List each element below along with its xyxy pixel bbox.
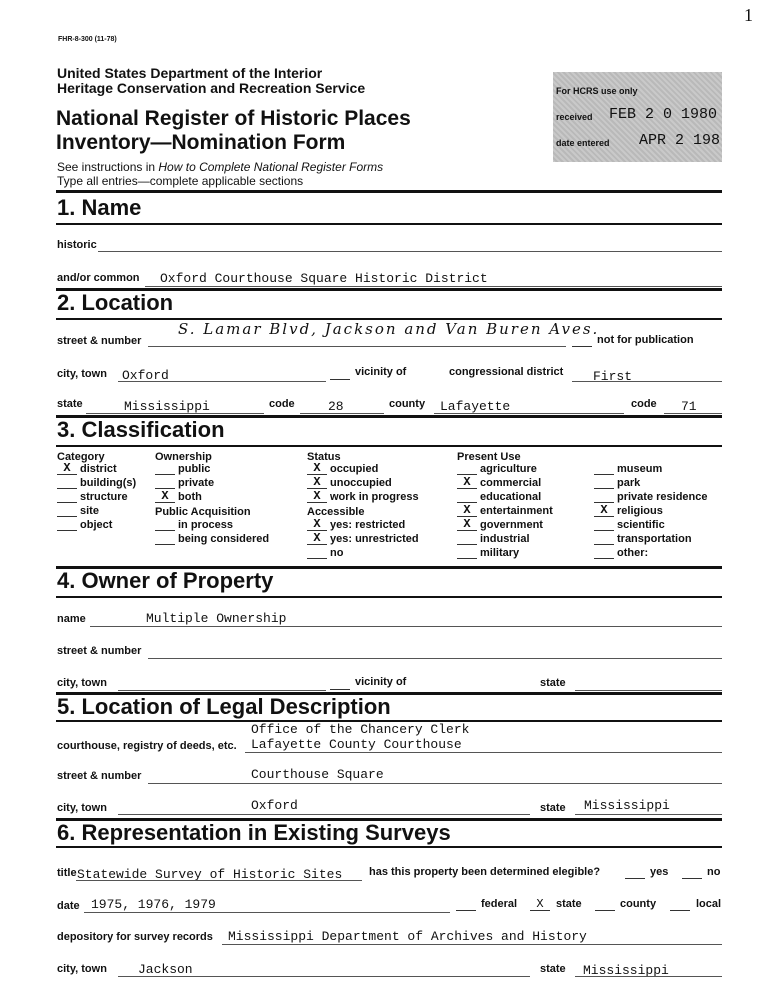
city-field-line[interactable] [118,381,326,382]
section-3-heading: 3. Classification [57,417,225,442]
owner-vicinity-label: vicinity of [355,676,407,688]
category-option[interactable]: X district [57,463,136,477]
section-2-heading: 2. Location [57,290,174,315]
not-for-publication-checkbox[interactable] [572,336,592,347]
status-option[interactable]: X work in progress [307,491,419,505]
owner-state-line[interactable] [575,690,722,691]
courthouse-label: courthouse, registry of deeds, etc. [57,740,237,752]
city-label: city, town [57,368,107,380]
owner-name-line[interactable] [90,626,722,627]
legal-state-value: Mississippi [584,798,670,813]
not-for-publication-label: not for publication [597,334,694,346]
owner-vicinity-checkbox[interactable] [330,679,350,690]
ownership-header: Ownership [155,451,212,463]
state-label: state [57,398,83,410]
legal-city-label: city, town [57,802,107,814]
category-option[interactable]: object [57,519,136,533]
vicinity-label: vicinity of [355,366,407,378]
owner-city-label: city, town [57,677,107,689]
instructions-line-1: See instructions in How to Complete National Register Forms [57,160,384,174]
present-use-option[interactable]: private residence [594,491,708,505]
state-survey-checkbox[interactable]: X [530,900,550,911]
depository-label: depository for survey records [57,931,213,943]
present-use-option[interactable]: agriculture [457,463,553,477]
historic-label: historic [57,239,97,251]
section-rule [56,596,722,598]
common-name-label: and/or common [57,272,140,284]
stamp-header: For HCRS use only [556,86,638,96]
depository-city-label: city, town [57,963,107,975]
state-value: Mississippi [124,399,210,414]
present-use-header: Present Use [457,451,521,463]
stamp-received-date: FEB 2 0 1980 [609,106,718,123]
present-use-option[interactable]: X government [457,519,553,533]
status-header: Status [307,451,341,463]
depository-state-label: state [540,963,566,975]
stamp-entered-date: APR 2 198 [639,132,721,149]
owner-state-label: state [540,677,566,689]
depository-state-value: Mississippi [583,963,669,978]
owner-name-value: Multiple Ownership [146,611,287,626]
section-rule [56,223,722,225]
category-header: Category [57,451,105,463]
eligible-no-label: no [707,866,721,878]
state-field-line[interactable] [86,413,264,414]
section-5-heading: 5. Location of Legal Description [57,694,391,719]
city-value: Oxford [122,368,169,383]
owner-street-label: street & number [57,645,142,657]
present-use-option[interactable]: scientific [594,519,708,533]
present-use-list-1 [457,463,553,561]
present-use-option[interactable]: X commercial [457,477,553,491]
acquisition-option[interactable]: in process [155,519,269,533]
section-1-heading: 1. Name [57,195,142,220]
legal-state-line[interactable] [575,814,722,815]
stamp-received-label: received [556,112,593,122]
code-value: 28 [328,399,344,414]
county-value: Lafayette [440,399,511,414]
legal-street-line[interactable] [148,783,722,784]
form-title-line-1: National Register of Historic Places [56,107,411,130]
present-use-option[interactable]: industrial [457,533,553,547]
status-option[interactable]: X unoccupied [307,477,419,491]
street-label: street & number [57,335,142,347]
accessible-list [307,519,419,561]
legal-street-label: street & number [57,770,142,782]
form-title-line-2: Inventory—Nomination Form [56,131,346,154]
survey-date-value: 1975, 1976, 1979 [91,897,216,912]
category-option[interactable]: structure [57,491,136,505]
county-field-line[interactable] [434,413,624,414]
local-survey-label: local [696,898,722,910]
depository-state-line[interactable] [575,976,722,977]
local-survey-checkbox[interactable] [670,900,690,911]
state-survey-label: state [556,898,582,910]
survey-date-line[interactable] [84,912,450,913]
present-use-option[interactable]: other: [594,547,708,561]
code2-field-line[interactable] [664,413,722,414]
eligible-no-checkbox[interactable] [682,868,702,879]
present-use-option[interactable]: military [457,547,553,561]
category-option[interactable]: building(s) [57,477,136,491]
courthouse-line[interactable] [245,752,722,753]
form-id: FHR-8-300 (11-78) [58,36,117,43]
section-6-heading: 6. Representation in Existing Surveys [57,820,451,845]
depository-city-line[interactable] [118,976,530,977]
present-use-option[interactable]: park [594,477,708,491]
depository-line[interactable] [222,944,722,945]
ownership-list [155,463,214,505]
acquisition-list [155,519,269,547]
agency-line-1: United States Department of the Interior [57,65,323,81]
stamp-entered-label: date entered [556,138,610,148]
ownership-option[interactable]: public [155,463,214,477]
survey-title-value: Statewide Survey of Historic Sites [77,867,343,882]
common-name-value: Oxford Courthouse Square Historic District [160,271,488,286]
code-label: code [269,398,295,410]
owner-city-line[interactable] [118,690,326,691]
congressional-district-value: First [593,369,633,384]
county-survey-label: county [620,898,657,910]
legal-city-line[interactable] [118,814,530,815]
street-value-handwritten: S. Lamar Blvd, Jackson and Van Buren Aves. [178,320,600,338]
present-use-list-2 [594,463,708,561]
survey-title-line[interactable] [76,880,362,881]
section-4-heading: 4. Owner of Property [57,568,274,593]
section-rule [56,445,722,447]
status-option[interactable]: X occupied [307,463,419,477]
agency-line-2: Heritage Conservation and Recreation Service [57,80,366,96]
present-use-option[interactable]: X religious [594,505,708,519]
accessible-header: Accessible [307,506,365,518]
eligible-question: has this property been determined elegible? [369,866,601,878]
present-use-option[interactable]: educational [457,491,553,505]
category-option[interactable]: site [57,505,136,519]
vicinity-checkbox[interactable] [330,369,350,380]
depository-value: Mississippi Department of Archives and History [228,929,587,944]
congressional-district-label: congressional district [449,366,564,378]
street-field-line[interactable] [148,346,566,347]
eligible-yes-checkbox[interactable] [625,868,645,879]
accessible-option[interactable]: no [307,547,419,561]
accessible-option[interactable]: X yes: restricted [307,519,419,533]
congressional-district-line[interactable] [572,381,722,382]
category-list [57,463,136,533]
status-list [307,463,419,505]
acquisition-option[interactable]: being considered [155,533,269,547]
section-rule [56,190,722,193]
survey-title-label: title [57,867,77,879]
depository-city-value: Jackson [138,962,193,977]
owner-name-label: name [57,613,86,625]
ownership-option[interactable]: X both [155,491,214,505]
legal-state-label: state [540,802,566,814]
present-use-option[interactable]: museum [594,463,708,477]
ownership-option[interactable]: private [155,477,214,491]
code-field-line[interactable] [300,413,384,414]
present-use-option[interactable]: X entertainment [457,505,553,519]
public-acquisition-header: Public Acquisition [155,506,251,518]
hcrs-stamp-box [553,72,722,162]
legal-street-value: Courthouse Square [251,767,384,782]
legal-city-value: Oxford [251,798,298,813]
county-survey-checkbox[interactable] [595,900,615,911]
section-rule [56,846,722,848]
accessible-option[interactable]: X yes: unrestricted [307,533,419,547]
historic-field-line[interactable] [98,251,722,252]
common-name-line[interactable] [145,286,722,287]
present-use-option[interactable]: transportation [594,533,708,547]
eligible-yes-label: yes [650,866,669,878]
federal-checkbox[interactable] [456,900,476,911]
code2-value: 71 [681,399,697,414]
courthouse-value-line-1: Office of the Chancery Clerk [251,722,470,737]
county-label: county [389,398,426,410]
page-number: 1 [744,5,753,25]
code2-label: code [631,398,657,410]
courthouse-value-line-2: Lafayette County Courthouse [251,737,462,752]
federal-label: federal [481,898,518,910]
survey-date-label: date [57,900,80,912]
instructions-line-2: Type all entries—complete applicable sections [57,174,304,188]
owner-street-line[interactable] [148,658,722,659]
